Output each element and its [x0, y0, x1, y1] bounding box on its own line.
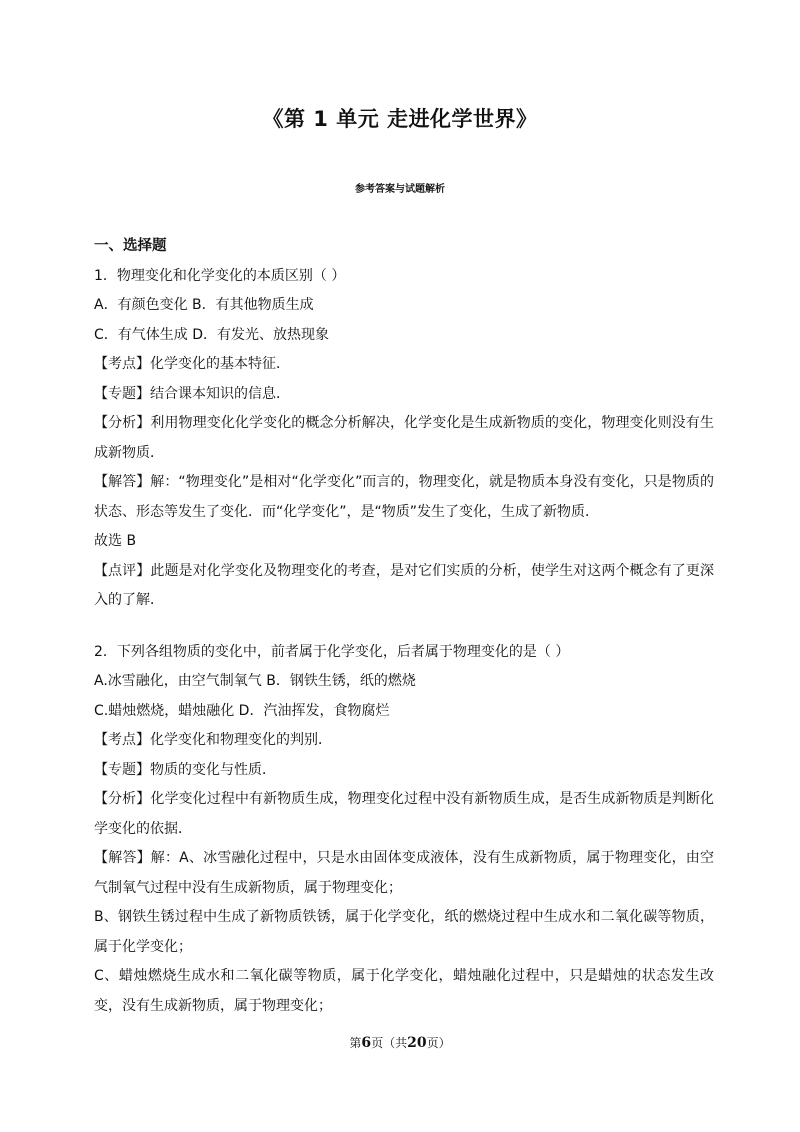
question-1-zhuanti: 【专题】结合课本知识的信息． [94, 385, 290, 402]
question-2-options-cd: C.蜡烛燃烧，蜡烛融化 D．汽油挥发，食物腐烂 [94, 702, 390, 719]
question-1-fenxi: 【分析】利用物理变化化学变化的概念分析解决，化学变化是生成新物质的变化，物理变化则没有生成新物质． [94, 415, 714, 461]
question-1-dianping: 【点评】此题是对化学变化及物理变化的考查，是对它们实质的分析，使学生对这两个概念有了更深入的了解． [94, 562, 714, 608]
footer-middle: 页（共 [371, 1036, 408, 1050]
document-body [94, 232, 714, 1021]
footer-current-page: 6 [361, 1035, 372, 1051]
question-1-options-cd: C．有气体生成 D．有发光、放热现象 [94, 326, 330, 343]
question-1-options-ab: A．有颜色变化 B．有其他物质生成 [94, 297, 314, 313]
question-2-block [94, 638, 714, 1022]
question-2-fenxi: 【分析】化学变化过程中有新物质生成，物理变化过程中没有新物质生成，是否生成新物质是判断化学变化的依据． [94, 791, 714, 837]
footer-prefix: 第 [349, 1036, 362, 1050]
question-2-jieda-c: C、蜡烛燃烧生成水和二氧化碳等物质，属于化学变化，蜡烛融化过程中，只是蜡烛的状态发生改变，没有生成新物质，属于物理变化； [94, 968, 714, 1014]
question-1-jieda: 【解答】解：“物理变化”是相对“化学变化”而言的，物理变化，就是物质本身没有变化，只是物质的状态、形态等发生了变化．而“化学变化”，是“物质”发生了变化，生成了新物质． [94, 474, 714, 520]
question-spacer [94, 616, 714, 638]
page-footer [0, 1034, 800, 1051]
footer-suffix: 页） [426, 1036, 451, 1050]
question-2-text: 2．下列各组物质的变化中，前者属于化学变化，后者属于物理变化的是（ ） [94, 643, 570, 660]
question-1-answer: 故选 B [94, 533, 137, 549]
page-title: 《第 1 单元 走进化学世界》 [262, 107, 538, 131]
question-2-jieda-b: B、钢铁生锈过程中生成了新物质铁锈，属于化学变化，纸的燃烧过程中生成水和二氧化碳等物质，属于化学变化； [94, 909, 714, 955]
question-2-kaodian: 【考点】化学变化和物理变化的判别． [94, 732, 332, 748]
question-2-options-ab: A.冰雪融化，由空气制氧气 B．钢铁生锈，纸的燃烧 [94, 673, 416, 689]
footer-total-pages: 20 [407, 1035, 427, 1051]
question-1-kaodian: 【考点】化学变化的基本特征． [94, 356, 290, 372]
question-2-zhuanti: 【专题】物质的变化与性质． [94, 761, 276, 778]
page-subtitle: 参考答案与试题解析 [355, 184, 445, 195]
question-1-block [94, 262, 714, 616]
section-heading: 一、选择题 [94, 238, 167, 254]
question-2-jieda-a: 【解答】解：A、冰雪融化过程中，只是水由固体变成液体，没有生成新物质，属于物理变化，由空气制氧气过程中没有生成新物质，属于物理变化； [94, 850, 714, 896]
question-1-text: 1．物理变化和化学变化的本质区别（ ） [94, 267, 346, 284]
